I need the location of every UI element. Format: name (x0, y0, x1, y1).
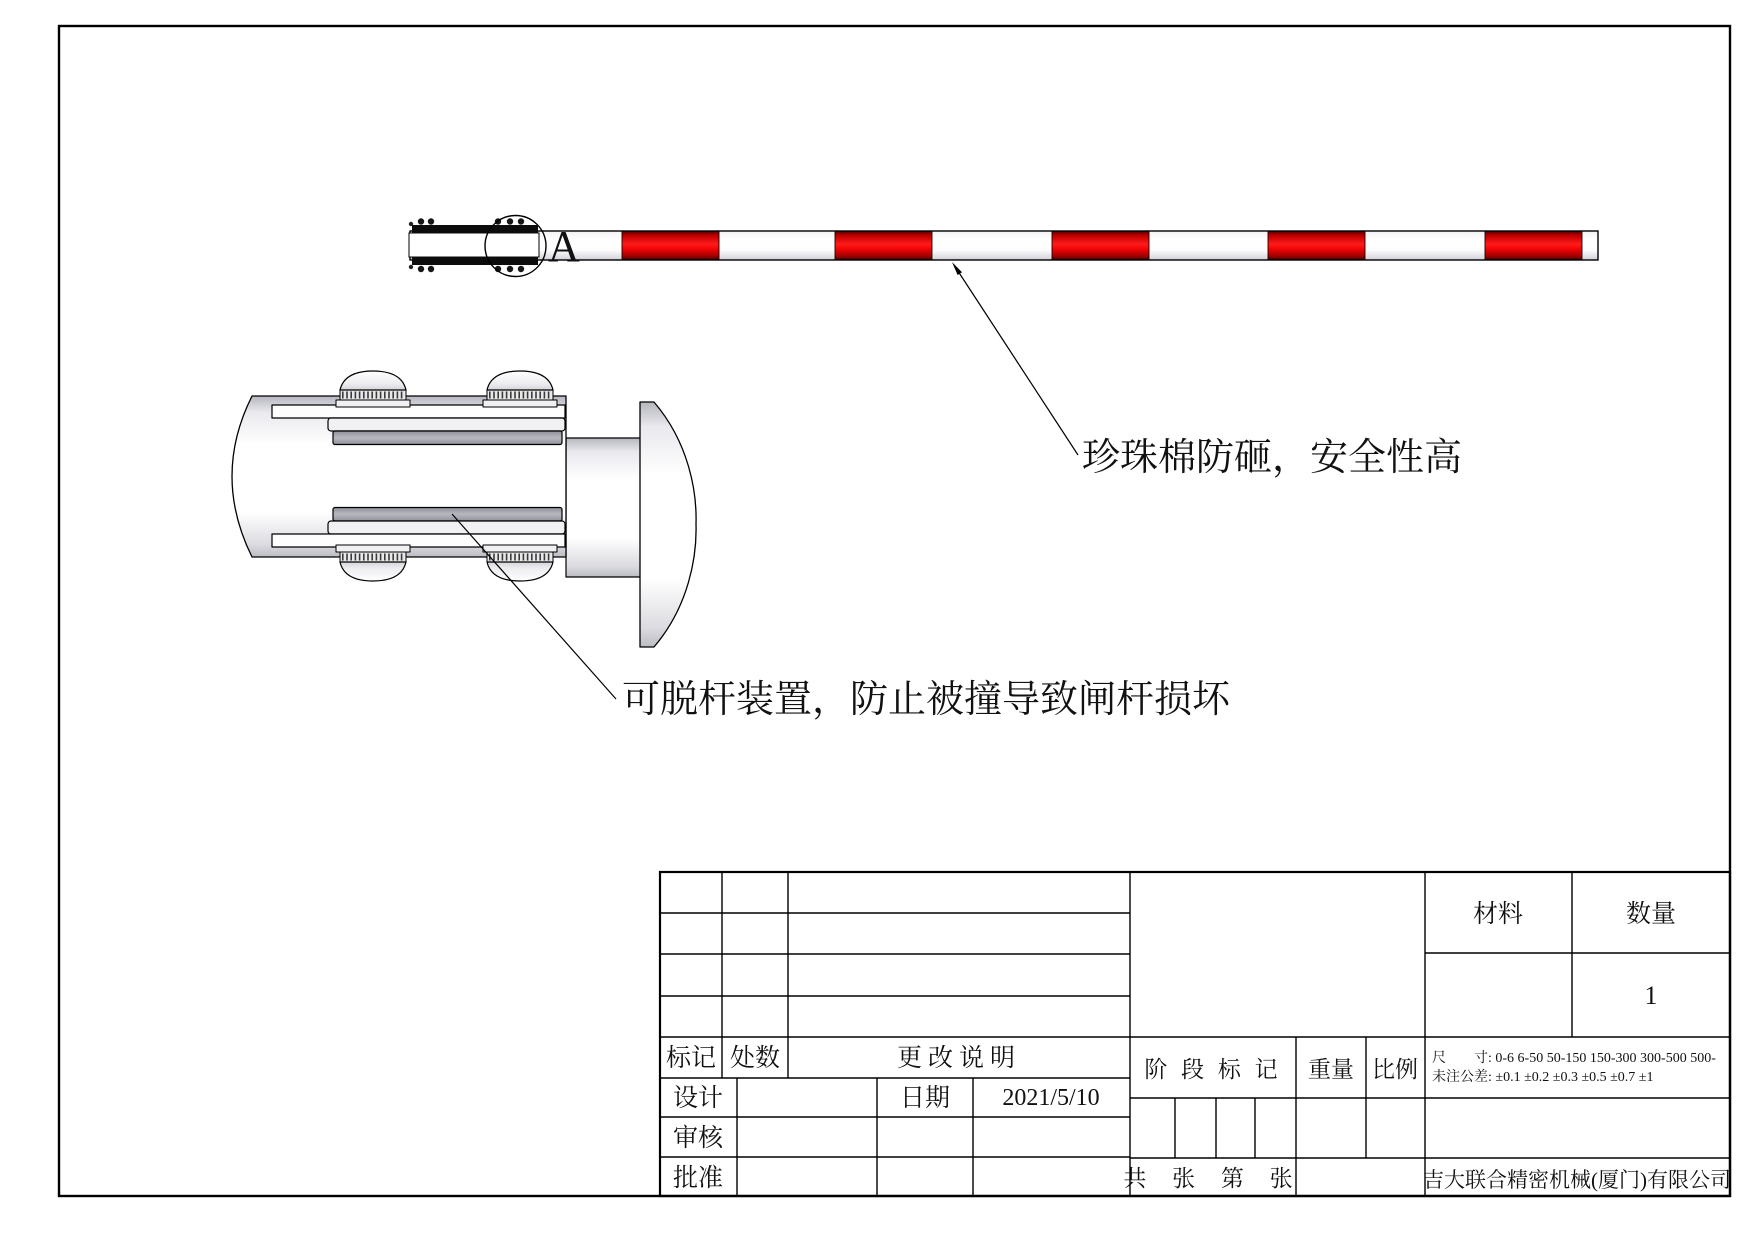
tolerance-line1: 尺 寸: 0-6 6-50 50-150 150-300 300-500 500- (1432, 1051, 1716, 1066)
date-label: 日期 (899, 1085, 951, 1112)
arm-note: 珍珠棉防砸，安全性高 (1082, 437, 1463, 479)
revision-description-label: 更改说明 (896, 1045, 1022, 1072)
bracket-bolt (507, 266, 513, 272)
red-stripe (1268, 232, 1365, 260)
arm-leader (952, 262, 1078, 455)
leader-arrowhead (952, 262, 962, 275)
red-stripe (1485, 232, 1582, 260)
scale-label: 比例 (1372, 1057, 1418, 1082)
review-label: 审核 (672, 1125, 724, 1152)
arm-tube (410, 231, 1598, 260)
bracket-bolt (418, 218, 424, 224)
stage-mark-label: 阶 段 标 记 (1144, 1057, 1282, 1082)
bracket-top-bar (412, 225, 538, 234)
approve-label: 批准 (672, 1165, 724, 1192)
clamp-bar (328, 521, 565, 534)
dome-bolt-top-right (483, 371, 557, 407)
title-block (660, 872, 1731, 1196)
bracket-bolt (507, 218, 513, 224)
sheet-frame (59, 26, 1730, 1196)
title-block-grid (660, 872, 1730, 1196)
material-label: 材料 (1472, 901, 1524, 928)
device-flange (640, 402, 696, 647)
revision-mark-label: 标记 (665, 1045, 717, 1072)
weight-label: 重量 (1308, 1057, 1354, 1082)
device-neck (566, 438, 642, 577)
red-stripe (622, 232, 719, 260)
red-stripe (835, 232, 932, 260)
bracket-bolt (428, 218, 434, 224)
bracket-bottom-bar (412, 257, 538, 266)
barrier-arm-view (409, 216, 1598, 277)
detail-label: A (548, 222, 580, 271)
design-label: 设计 (672, 1085, 724, 1112)
bracket-bolt (418, 266, 424, 272)
arm-bracket (409, 218, 539, 272)
red-stripe (1052, 232, 1149, 260)
device-note: 可脱杆装置，防止被撞导致闸杆损坏 (622, 679, 1231, 721)
date-value: 2021/5/10 (1002, 1085, 1100, 1111)
quantity-label: 数量 (1625, 901, 1677, 928)
clamp-gray-bar (333, 431, 562, 445)
bracket-bolt (518, 218, 524, 224)
clamp-gray-bar (333, 508, 562, 522)
quantity-value: 1 (1644, 981, 1658, 1010)
sheets-label: 共 张 第 张 (1123, 1166, 1303, 1191)
revision-places-label: 处数 (729, 1045, 781, 1072)
dome-bolt-top-left (336, 371, 410, 407)
bracket-bolt (428, 266, 434, 272)
release-device-view (232, 371, 696, 647)
company-name: 吉大联合精密机械(厦门)有限公司 (1423, 1168, 1731, 1192)
dome-bolt-bottom-right (483, 545, 557, 581)
title-block-outline (660, 872, 1730, 1196)
tolerance-line2: 未注公差: ±0.1 ±0.2 ±0.3 ±0.5 ±0.7 ±1 (1432, 1070, 1654, 1085)
clamp-bar (328, 418, 565, 431)
bracket-bolt (518, 266, 524, 272)
dome-bolt-bottom-left (336, 545, 410, 581)
